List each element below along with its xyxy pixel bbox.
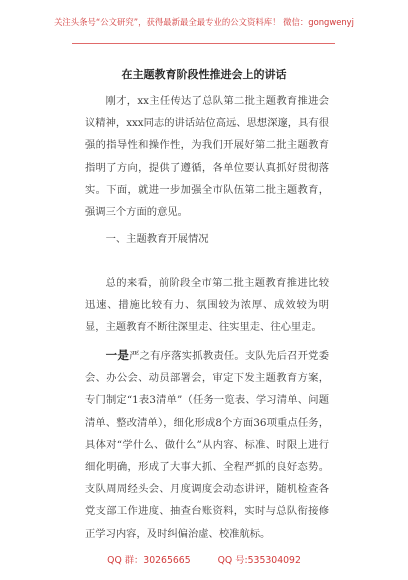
paragraph-intro xyxy=(85,90,329,223)
header-divider xyxy=(72,43,335,44)
paragraph-body: 严之有序落实抓教责任。支队先后召开党委会、办公会、动员部署会，审定下发主题教育方案，专门制定“1表3清单”（任务一览表、学习清单、问题清单、整改清单），细化形成8个方面36项重点任务，具体对“学什么、做什么”从内容、标准、时限上进行细化明确，形成了大事大抓、全程严抓的良好态势。支队周周经头会、月度调度会动态讲评，随机检查各党支部工作进度、抽查台账资料，实时与总队衔接修正学习内容，及时纠偏治虚、校准航标。 xyxy=(85,350,330,540)
paragraph-text xyxy=(85,344,329,545)
qq-number: QQ 号:535304092 xyxy=(217,555,301,566)
qq-group: QQ 群：30265665 xyxy=(107,555,191,566)
section-heading-text: 一、主题教育开展情况 xyxy=(105,233,209,245)
section-heading xyxy=(85,228,329,250)
promo-header: 关注头条号“公文研究”，获得最新最全最专业的公文资料库！ 微信：gongwenyj xyxy=(54,17,354,27)
paragraph-lead: 一是 xyxy=(105,348,130,362)
paragraph-first-point xyxy=(85,344,329,545)
document-title: 在主题教育阶段性推进会上的讲话 xyxy=(121,68,287,81)
paragraph-text: 总的来看，前阶段全市第二批主题教育推进比较迅速、措施比较有力、氛围较为浓厚、成效较为明显，主题教育不断往深里走、往实里走、往心里走。 xyxy=(85,277,329,334)
paragraph-text: 刚才，xx主任传达了总队第二批主题教育推进会议精神，xxx同志的讲话站位高远、思想深邃，具有很强的指导性和操作性，为我们开展好第二批主题教育指明了方向，提供了遵循，各单位要认真抓好贯彻落实。下面，就进一步加强全市队伍第二批主题教育，强调三个方面的意见。 xyxy=(85,95,329,219)
paragraph-overview xyxy=(85,272,329,339)
contact-footer xyxy=(0,552,408,566)
